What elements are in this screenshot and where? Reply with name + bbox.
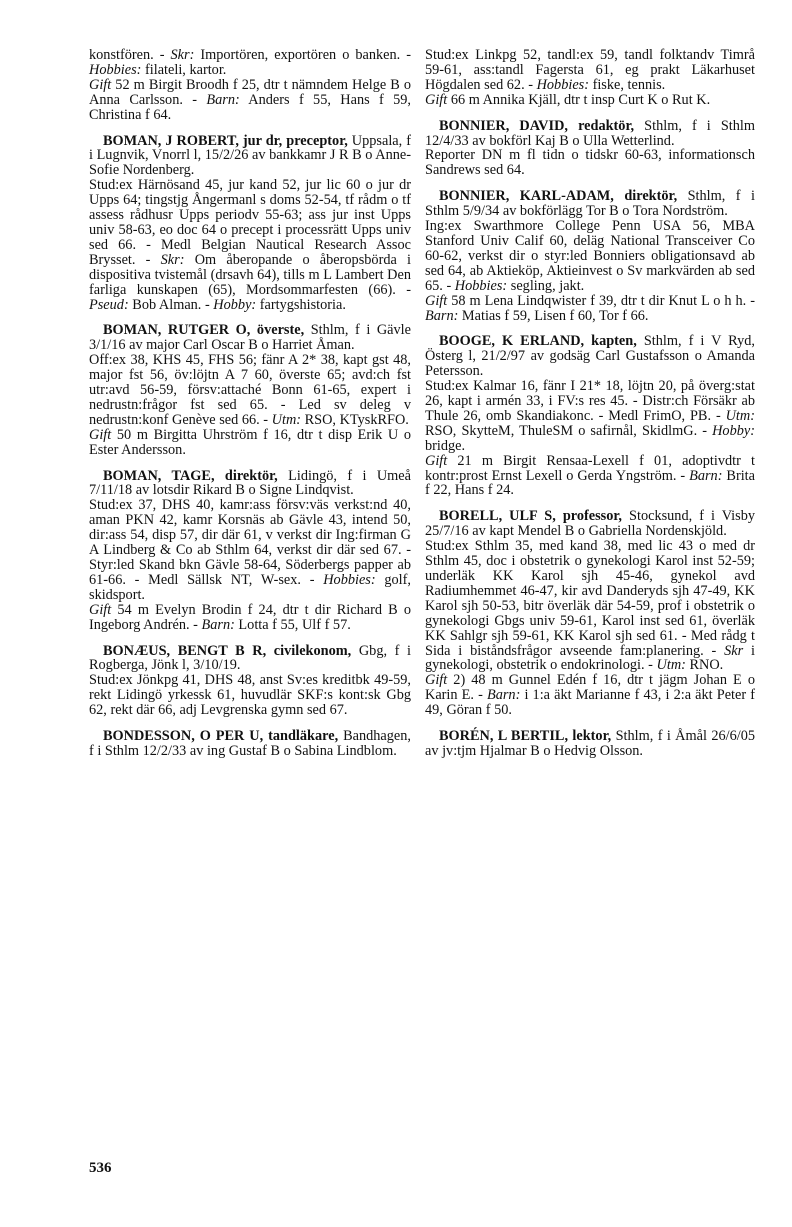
birth-info: Sthlm, f i V Ryd, Österg l, 21/2/97 av godsäg Carl Gustafsson o Amanda Petersson. bbox=[425, 333, 755, 380]
birth-info: Uppsala, f i Lugnvik, Vnorrl l, 15/2/26 av bankkamr J R B o Anne-Sofie Nordenberg. bbox=[89, 132, 411, 179]
field-label: Barn: bbox=[201, 616, 235, 633]
entry-paragraph bbox=[89, 428, 411, 458]
biography-entry bbox=[89, 323, 411, 457]
field-label: Skr: bbox=[160, 251, 185, 268]
entry-text: i gynekologi, obstetrik o endokrinologi. - bbox=[425, 642, 755, 674]
page-number: 536 bbox=[89, 1160, 112, 1176]
entry-paragraph bbox=[89, 78, 411, 123]
continued-entry bbox=[425, 48, 755, 108]
entry-heading bbox=[425, 729, 755, 759]
person-title: tandläkare, bbox=[268, 728, 339, 745]
entry-text: fartygshistoria. bbox=[256, 296, 346, 313]
entry-text: fiske, tennis. bbox=[589, 76, 666, 93]
person-name: BONNIER, KARL-ADAM, bbox=[439, 188, 614, 205]
person-name: BONDESSON, O PER U, bbox=[103, 728, 264, 745]
biography-entry bbox=[425, 334, 755, 498]
birth-info: Sthlm, f i Åmål 26/6/05 av jv:tjm Hjalmar B o Hedvig Olsson. bbox=[425, 728, 755, 759]
person-name: BOOGE, K ERLAND, bbox=[439, 333, 585, 350]
field-label: Barn: bbox=[689, 467, 723, 484]
field-label: Hobbies: bbox=[536, 76, 589, 93]
field-label: Gift bbox=[425, 452, 448, 469]
field-label: Gift bbox=[425, 292, 448, 309]
field-label: Gift bbox=[425, 672, 448, 689]
entry-paragraph bbox=[425, 379, 755, 454]
entry-paragraph bbox=[89, 603, 411, 633]
entry-text: Bob Alman. - bbox=[128, 296, 214, 313]
entry-paragraph bbox=[425, 148, 755, 178]
entry-text: Brita f 22, Hans f 24. bbox=[425, 467, 755, 499]
person-title: överste, bbox=[256, 322, 305, 339]
continued-entry bbox=[89, 48, 411, 123]
entry-text: Matias f 59, Lisen f 60, Tor f 66. bbox=[458, 307, 649, 324]
entry-text: Stud:ex Härnösand 45, jur kand 52, jur lic 60 o jur dr Upps 64; tingstjg Ångermanl s doms 52-54, tf rådm o tf assess rådhusr Upps periodv 55-63; ass jur inst Upps univ 58-63, eo doc 64 o precept i processrätt Upps univ sed 66. - Medl Belgian Nautical Research Assoc Brysset. - bbox=[89, 177, 411, 268]
person-title: lektor, bbox=[572, 728, 612, 745]
entry-text: Anders f 55, Hans f 59, Christina f 64. bbox=[89, 91, 411, 123]
field-label: Gift bbox=[89, 426, 112, 443]
biography-entry bbox=[425, 119, 755, 179]
biography-entry bbox=[89, 134, 411, 313]
field-label: Hobbies: bbox=[454, 277, 508, 294]
entry-text: i 1:a äkt Marianne f 43, i 2:a äkt Peter f 49, Göran f 50. bbox=[425, 687, 755, 719]
birth-info: Sthlm, f i Sthlm 5/9/34 av bokförlägg Tor B o Tora Nordström. bbox=[425, 188, 755, 220]
entry-paragraph bbox=[425, 454, 755, 499]
biography-entry bbox=[89, 469, 411, 633]
entry-text: Stud:ex Kalmar 16, fänr I 21* 18, löjtn 20, på överg:stat 26, kapt i armén 33, i FV:s res 45. - Distr:ch Försäkr ab Thule 26, omb Skandiakonc. - Medl FrimO, PB. - bbox=[425, 378, 755, 424]
entry-text: bridge. bbox=[425, 437, 466, 454]
field-label: Hobby: bbox=[213, 296, 257, 313]
field-label: Barn: bbox=[206, 91, 240, 108]
person-title: direktör, bbox=[624, 188, 678, 205]
entry-paragraph bbox=[425, 673, 755, 718]
field-label: Hobbies: bbox=[89, 61, 142, 78]
person-name: BONÆUS, BENGT B R, bbox=[103, 642, 267, 659]
entry-text: 21 m Birgit Rensaa-Lexell f 01, adoptivdtr t kontr:prost Ernst Lexell o Gerda Yngström. - bbox=[425, 452, 755, 484]
person-title: redaktör, bbox=[578, 117, 635, 134]
birth-info: Lidingö, f i Umeå 7/11/18 av lotsdir Rikard B o Signe Lindqvist. bbox=[89, 467, 411, 499]
person-name: BORÉN, L BERTIL, bbox=[439, 728, 569, 745]
entry-paragraph bbox=[89, 48, 411, 78]
entry-text: 2) 48 m Gunnel Edén f 16, dtr t jägm Johan E o Karin E. - bbox=[425, 672, 755, 704]
entry-text: filateli, kartor. bbox=[141, 61, 227, 78]
entry-paragraph bbox=[89, 178, 411, 312]
person-title: civilekonom, bbox=[273, 642, 352, 659]
entry-text: konstfören. - bbox=[89, 47, 171, 63]
biography-entry bbox=[89, 644, 411, 719]
entry-heading bbox=[425, 509, 755, 539]
entry-text: Stud:ex Sthlm 35, med kand 38, med lic 43 o med dr Sthlm 45, doc i obstetrik o gynekologi Karol inst 52-59; underläk KK Karol sjh 45-46, gynekol avd Radiumhemmet 46-47, kir avd Danderyds sjh 47-49, KK Karol sjh 50-53, bitr överläk där 54-59, prof i obstetrik o gynekologi Gbgs univ 59-61, Karol inst sed 61, överläk KK Sahlgr sjh 59-61, KK Karol sjh sed 61. - Med rådg t Sida i biståndsfrågor avseende fam:planering. - bbox=[425, 538, 755, 659]
person-name: BORELL, ULF S, bbox=[439, 508, 556, 525]
birth-info: Sthlm, f i Gävle 3/1/16 av major Carl Oscar B o Harriet Åman. bbox=[89, 322, 411, 354]
field-label: Hobby: bbox=[712, 422, 755, 439]
birth-info: Sthlm, f i Sthlm 12/4/33 av bokförl Kaj B o Ulla Wetterlind. bbox=[425, 117, 756, 149]
entry-heading bbox=[425, 119, 755, 149]
field-label: Skr bbox=[724, 642, 744, 659]
entry-heading bbox=[425, 334, 755, 379]
birth-info: Stocksund, f i Visby 25/7/16 av kapt Mendel B o Gabriella Nordenskjöld. bbox=[425, 508, 756, 540]
biography-entry bbox=[425, 189, 755, 323]
entry-heading bbox=[89, 323, 411, 353]
field-label: Utm: bbox=[725, 407, 755, 424]
person-title: professor, bbox=[562, 508, 623, 525]
right-column bbox=[425, 48, 755, 770]
entry-text: Stud:ex Jönkpg 41, DHS 48, anst Sv:es kreditbk 49-59, rekt Lidingö yrkessk 61, huvudlär SKF:s kont:sk Gbg 62, rekt där 66, adj Levgrenska gymn sed 67. bbox=[89, 672, 411, 719]
entry-paragraph bbox=[425, 93, 755, 108]
entry-text: 52 m Birgit Broodh f 25, dtr t nämndem Helge B o Anna Carlsson. - bbox=[89, 76, 411, 108]
left-column bbox=[89, 48, 411, 770]
person-title: kapten, bbox=[591, 333, 637, 350]
entry-text: golf, skidsport. bbox=[89, 571, 411, 603]
biography-entry bbox=[89, 729, 411, 759]
entry-text: Reporter DN m fl tidn o tidskr 60-63, informationsch Sandrews sed 64. bbox=[425, 147, 755, 179]
field-label: Barn: bbox=[425, 307, 459, 324]
entry-heading bbox=[89, 134, 411, 179]
entry-text: 58 m Lena Lindqwister f 39, dtr t dir Knut L o h h. - bbox=[447, 292, 755, 309]
entry-text: Stud:ex 37, DHS 40, kamr:ass försv:väs verkst:nd 40, aman PKN 42, kamr Korsnäs ab Gävle 43, intend 50, dir:ass 54, disp 57, dir där 61, v verkst dir Ing:firman G A Lindberg & Co ab Sthlm 64, verkst dir där sed 67. - Styr:led Skand bkn Gävle 58-64, Söderbergs papper ab 61-66. - Medl Sällsk NT, W-sex. - bbox=[89, 497, 411, 588]
entry-text: segling, jakt. bbox=[507, 277, 585, 294]
entry-text: Importören, exportören o banken. - bbox=[194, 47, 411, 63]
entry-paragraph bbox=[89, 673, 411, 718]
field-label: Hobbies: bbox=[323, 571, 376, 588]
biography-entry bbox=[425, 509, 755, 718]
entry-heading bbox=[89, 729, 411, 759]
person-title: jur dr, preceptor, bbox=[242, 132, 348, 149]
entry-text: 66 m Annika Kjäll, dtr t insp Curt K o Rut K. bbox=[447, 91, 711, 108]
entry-heading bbox=[89, 644, 411, 674]
entry-paragraph bbox=[425, 219, 755, 294]
person-name: BOMAN, TAGE, bbox=[103, 467, 215, 484]
person-name: BOMAN, J ROBERT, bbox=[103, 132, 239, 149]
entry-paragraph bbox=[425, 294, 755, 324]
entry-text: Om åberopande o åberopsbörda i dispositiva tvistemål (drsavh 64), tills m L Lambert Den farliga kunskapen (65), Mordsommarfesten (66). - bbox=[89, 251, 412, 298]
entry-paragraph bbox=[89, 498, 411, 602]
field-label: Utm: bbox=[656, 657, 686, 674]
person-name: BOMAN, RUTGER O, bbox=[103, 322, 251, 339]
entry-heading bbox=[89, 469, 411, 499]
field-label: Gift bbox=[89, 601, 112, 618]
field-label: Skr: bbox=[170, 47, 195, 63]
entry-paragraph bbox=[89, 353, 411, 428]
entry-text: 50 m Birgitta Uhrström f 16, dtr t disp Erik U o Ester Andersson. bbox=[89, 426, 411, 458]
entry-text: RSO, SkytteM, ThuleSM o safirnål, SkidlmG. - bbox=[425, 422, 713, 439]
entry-text: RNO. bbox=[685, 657, 724, 674]
entry-paragraph bbox=[425, 48, 755, 93]
entry-text: Ing:ex Swarthmore College Penn USA 56, MBA Stanford Univ Calif 60, deläg National Transceiver Co 60-62, verkst dir o styr:led Bonniers obligationsavd ab sed 64, ab Aktieköp, Aktieinvest o Sv markvärden ab sed 65. - bbox=[425, 218, 755, 294]
entry-text: RSO, KTyskRFO. bbox=[301, 411, 409, 428]
entry-paragraph bbox=[425, 539, 755, 673]
birth-info: Gbg, f i Rogberga, Jönk l, 3/10/19. bbox=[89, 642, 411, 674]
biography-entry bbox=[425, 729, 755, 759]
field-label: Gift bbox=[89, 76, 112, 93]
entry-text: 54 m Evelyn Brodin f 24, dtr t dir Richard B o Ingeborg Andrén. - bbox=[89, 601, 411, 633]
field-label: Barn: bbox=[486, 687, 521, 704]
person-name: BONNIER, DAVID, bbox=[439, 117, 568, 134]
entry-text: Stud:ex Linkpg 52, tandl:ex 59, tandl folktandv Timrå 59-61, ass:tandl Fagersta 61, eg prakt Läkarhuset Högdalen sed 62. - bbox=[425, 47, 755, 93]
person-title: direktör, bbox=[224, 467, 278, 484]
field-label: Pseud: bbox=[89, 296, 129, 313]
birth-info: Bandhagen, f i Sthlm 12/2/33 av ing Gustaf B o Sabina Lindblom. bbox=[89, 728, 411, 759]
entry-heading bbox=[425, 189, 755, 219]
entry-text: Off:ex 38, KHS 45, FHS 56; fänr A 2* 38, kapt gst 48, major fst 56, öv:löjtn A 7 60, överste 65; avd:ch fst utr:avd 56-59, försv:attaché Bonn 61-65, expert i nedrustn:frågor fst sed 65. - Led sv deleg v nedrustn:konf Genève sed 66. - bbox=[89, 352, 411, 428]
field-label: Gift bbox=[425, 91, 448, 108]
field-label: Utm: bbox=[271, 411, 302, 428]
entry-text: Lotta f 55, Ulf f 57. bbox=[234, 616, 351, 633]
